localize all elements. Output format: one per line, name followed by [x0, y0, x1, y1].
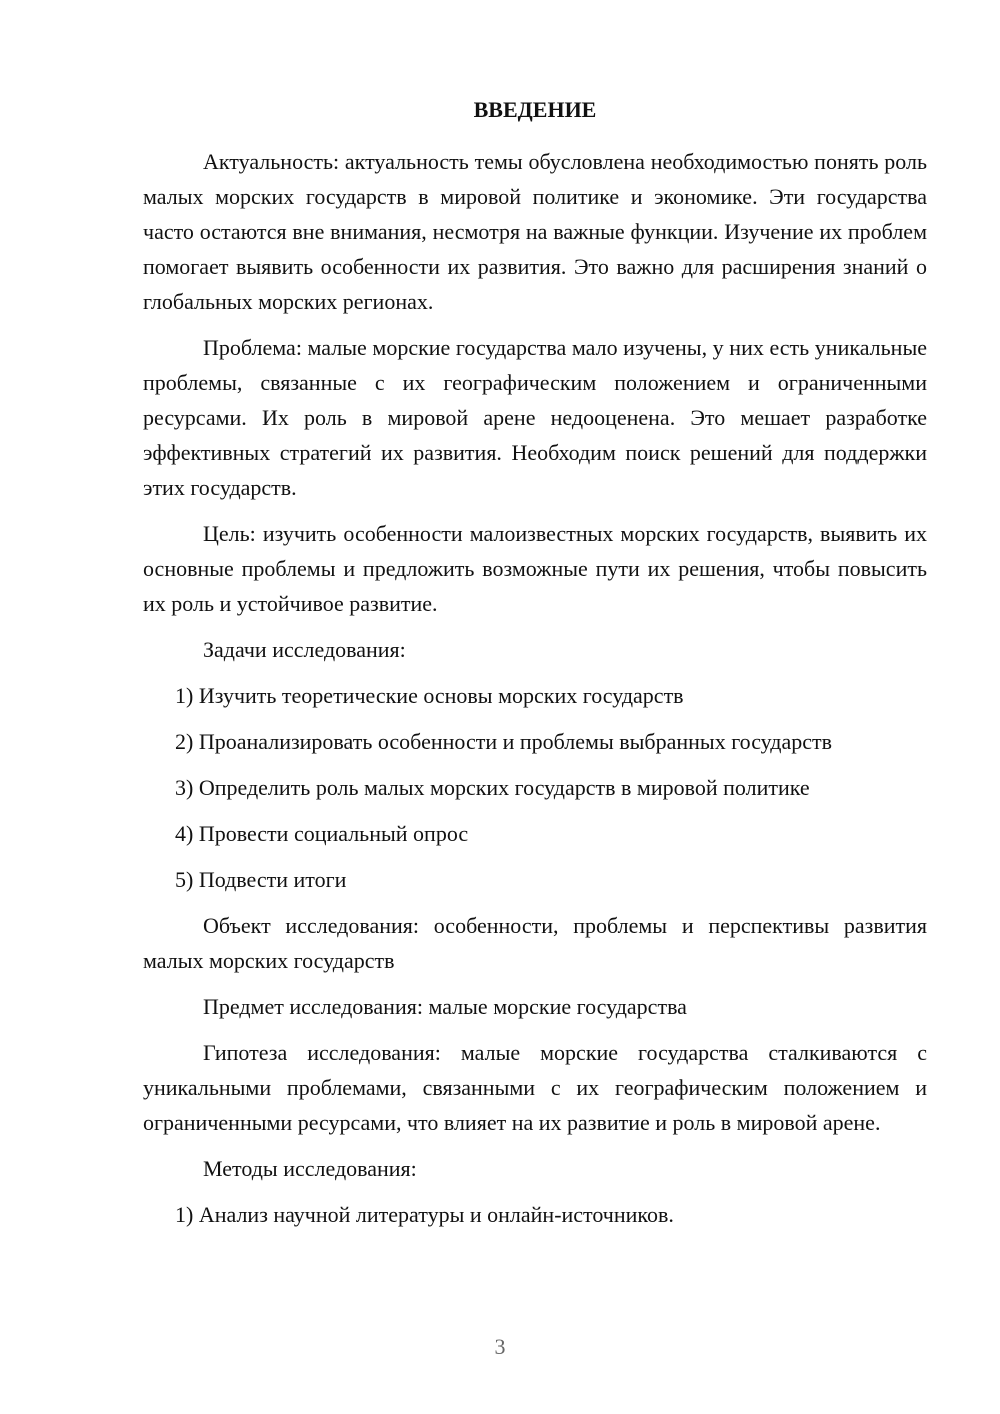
page-title: ВВЕДЕНИЕ: [473, 97, 597, 122]
list-item-method: 1) Анализ научной литературы и онлайн-источников.: [175, 1202, 674, 1227]
methods-heading: Методы исследования:: [203, 1156, 417, 1181]
list-item-task: 2) Проанализировать особенности и проблемы выбранных государств: [175, 729, 833, 754]
paragraph-hypothesis: Гипотеза исследования: малые морские государства сталкиваются с уникальными проблемами, связанными с их географическим положением и ограниченными ресурсами, что влияет на их развитие и роль в мировой арене.: [143, 1040, 927, 1135]
paragraph-object: Объект исследования: особенности, проблемы и перспективы развития малых морских государств: [143, 913, 927, 973]
list-item-task: 3) Определить роль малых морских государств в мировой политике: [175, 775, 810, 800]
list-item-task: 5) Подвести итоги: [175, 867, 347, 892]
paragraph-problem: Проблема: малые морские государства мало изучены, у них есть уникальные проблемы, связанные с их географическим положением и ограниченными ресурсами. Их роль в мировой арене недооценена. Это мешает разработке эффективных стратегий их развития. Необходим поиск решений для поддержки этих государств.: [143, 335, 927, 500]
list-item-task: 1) Изучить теоретические основы морских государств: [175, 683, 684, 708]
paragraph-relevance: Актуальность: актуальность темы обусловлена необходимостью понять роль малых морских государств в мировой политике и экономике. Эти государства часто остаются вне внимания, несмотря на важные функции. Изучение их проблем помогает выявить особенности их развития. Это важно для расширения знаний о глобальных морских регионах.: [143, 149, 927, 314]
page-content: [143, 92, 927, 1243]
page-number: 3: [494, 1334, 506, 1359]
list-item-task: 4) Провести социальный опрос: [175, 821, 469, 846]
paragraph-goal: Цель: изучить особенности малоизвестных морских государств, выявить их основные проблемы и предложить возможные пути их решения, чтобы повысить их роль и устойчивое развитие.: [143, 521, 927, 616]
paragraph-subject: Предмет исследования: малые морские государства: [203, 994, 687, 1019]
tasks-heading: Задачи исследования:: [203, 637, 406, 662]
